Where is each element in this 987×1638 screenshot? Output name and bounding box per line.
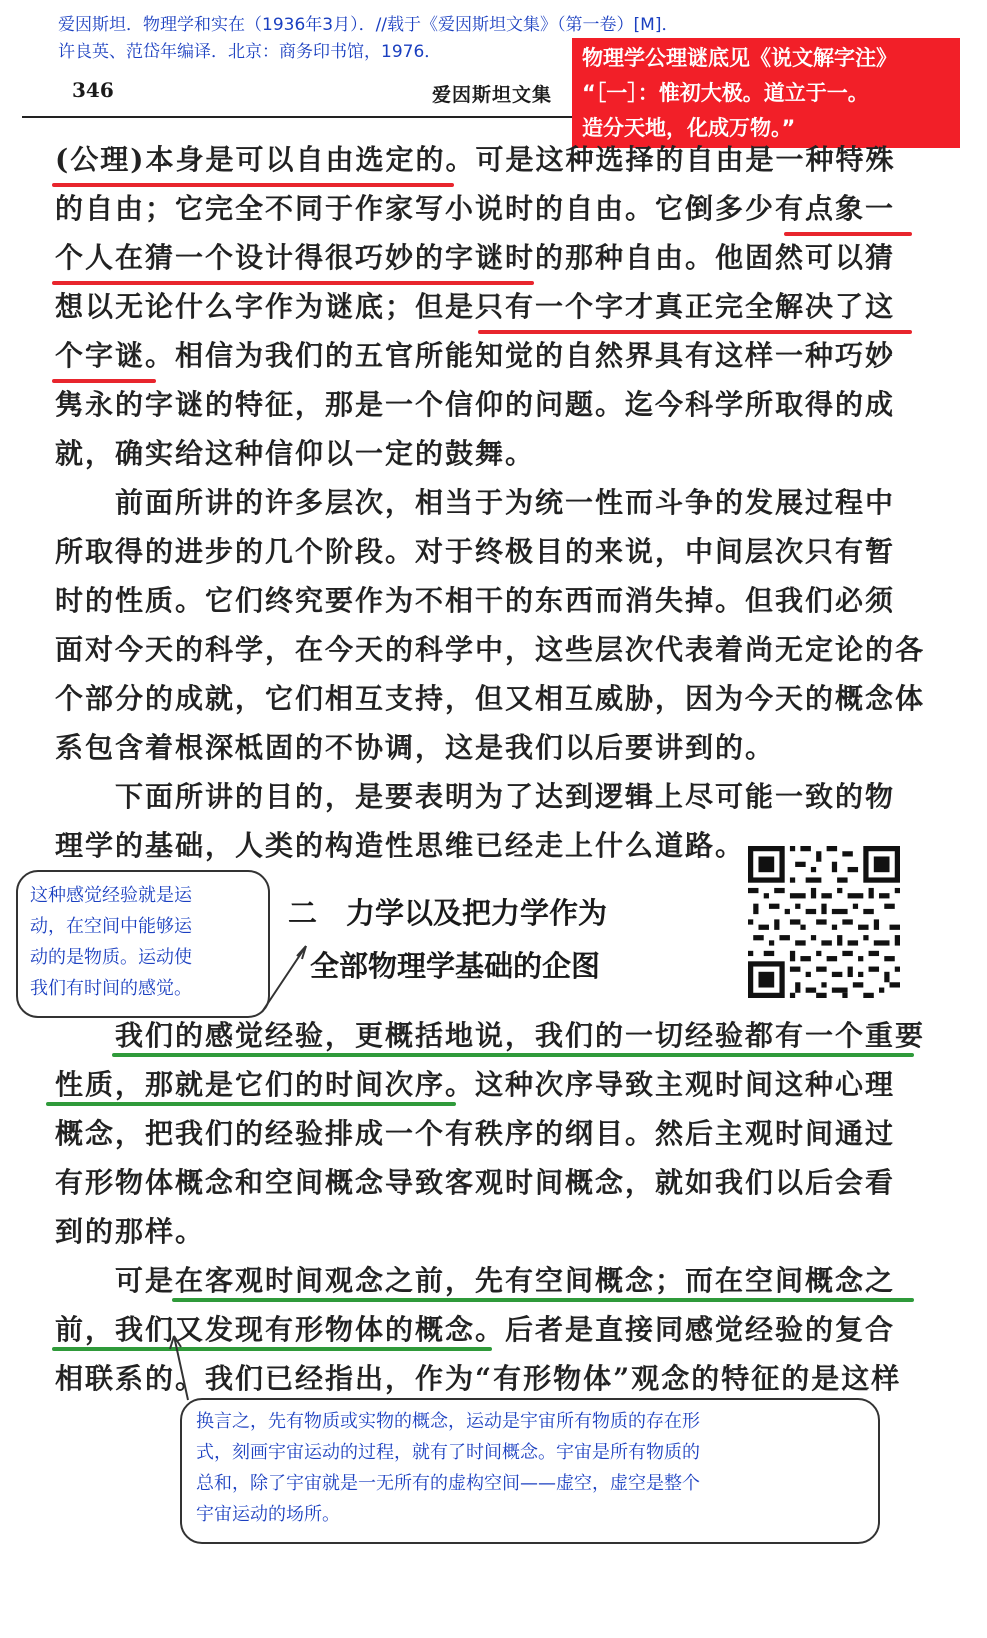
cloud-2-line: 换言之，先有物质或实物的概念，运动是宇宙所有物质的存在形	[196, 1411, 700, 1432]
body-line: 的自由；它完全不同于作家写小说时的自由。它倒多少有点象一	[55, 192, 896, 225]
citation-line-2: 许良英、范岱年编译．北京：商务印书馆，1976．	[58, 42, 442, 62]
citation-line-1: 爱因斯坦．物理学和实在（1936年3月）．//载于《爱因斯坦文集》（第一卷）[M]．	[58, 15, 679, 35]
body-line: 面对今天的科学，在今天的科学中，这些层次代表着尚无定论的各	[55, 633, 926, 666]
body-line: 性质，那就是它们的时间次序。这种次序导致主观时间这种心理	[55, 1068, 896, 1101]
cloud-1-line: 动的是物质。运动使	[30, 947, 192, 968]
cloud-1-line: 我们有时间的感觉。	[30, 978, 192, 999]
red-note-line-1: 物理学公理谜底见《说文解字注》	[582, 46, 897, 70]
body-line: 下面所讲的目的，是要表明为了达到逻辑上尽可能一致的物	[115, 780, 896, 813]
body-line: 有形物体概念和空间概念导致客观时间概念，就如我们以后会看	[55, 1166, 896, 1199]
body-line: 时的性质。它们终究要作为不相干的东西而消失掉。但我们必须	[55, 584, 896, 617]
body-line: (公理)本身是可以自由选定的。可是这种选择的自由是一种特殊	[55, 143, 896, 176]
red-note-line-2: “［一］：惟初大极。道立于一。	[582, 81, 869, 105]
body-line: 系包含着根深柢固的不协调，这是我们以后要讲到的。	[55, 731, 776, 764]
body-line: 想以无论什么字作为谜底；但是只有一个字才真正完全解决了这	[55, 290, 896, 323]
red-note-line-3: 造分天地，化成万物。”	[582, 116, 796, 140]
body-line: 隽永的字谜的特征，那是一个信仰的问题。迄今科学所取得的成	[55, 388, 896, 421]
body-line: 所取得的进步的几个阶段。对于终极目的来说，中间层次只有暂	[55, 535, 896, 568]
body-line: 个部分的成就，它们相互支持，但又相互威胁，因为今天的概念体	[55, 682, 926, 715]
body-line: 前面所讲的许多层次，相当于为统一性而斗争的发展过程中	[115, 486, 896, 519]
body-line: 我们的感觉经验，更概括地说，我们的一切经验都有一个重要	[115, 1019, 926, 1052]
body-line: 个人在猜一个设计得很巧妙的字谜时的那种自由。他固然可以猜	[55, 241, 896, 274]
cloud-1-line: 这种感觉经验就是运	[30, 885, 192, 906]
cloud-2-line: 式，刻画宇宙运动的过程，就有了时间概念。宇宙是所有物质的	[196, 1442, 700, 1463]
body-line: 相联系的。我们已经指出，作为“有形物体”观念的特征的是这样	[55, 1362, 902, 1395]
cloud-1-line: 动，在空间中能够运	[30, 916, 192, 937]
body-line: 可是在客观时间观念之前，先有空间概念；而在空间概念之	[115, 1264, 896, 1297]
pointer-line-1	[262, 946, 306, 1012]
page-number: 346	[72, 78, 114, 102]
body-line: 理学的基础，人类的构造性思维已经走上什么道路。	[55, 829, 746, 862]
section-heading-line-2: 全部物理学基础的企图	[310, 949, 601, 983]
body-line: 前，我们又发现有形物体的概念。后者是直接同感觉经验的复合	[55, 1313, 896, 1346]
section-heading-line-1: 二 力学以及把力学作为	[288, 896, 608, 930]
body-line: 就，确实给这种信仰以一定的鼓舞。	[55, 437, 536, 470]
running-title: 爱因斯坦文集	[432, 84, 553, 106]
body-line: 个字谜。相信为我们的五官所能知觉的自然界具有这样一种巧妙	[55, 339, 896, 372]
body-line: 概念，把我们的经验排成一个有秩序的纲目。然后主观时间通过	[55, 1117, 896, 1150]
body-line: 到的那样。	[55, 1215, 206, 1248]
cloud-2-line: 总和，除了宇宙就是一无所有的虚构空间——虚空，虚空是整个	[196, 1473, 700, 1494]
cloud-2-line: 宇宙运动的场所。	[196, 1504, 340, 1525]
